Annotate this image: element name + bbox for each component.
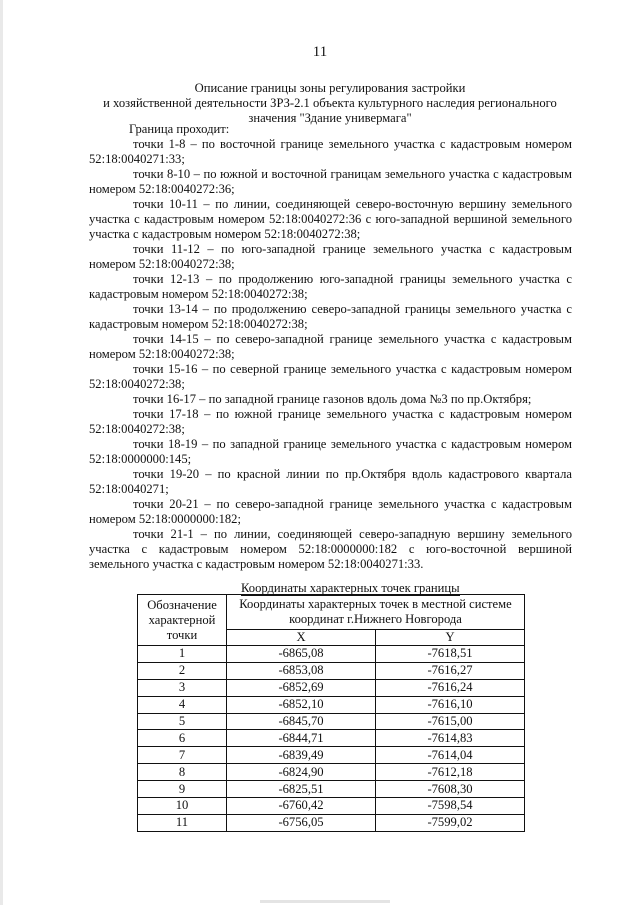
document-title bbox=[80, 81, 580, 126]
x-cell: -6852,69 bbox=[227, 679, 376, 696]
x-cell: -6852,10 bbox=[227, 696, 376, 713]
x-cell: -6824,90 bbox=[227, 764, 376, 781]
paragraph-14-15: точки 14-15 – по северо-западной границе земельного участка с кадастровым номером 52:18:0040272:38; bbox=[89, 332, 572, 361]
point-cell: 6 bbox=[138, 730, 227, 747]
x-cell: -6756,05 bbox=[227, 814, 376, 831]
title-line-1: Описание границы зоны регулирования застройки bbox=[194, 81, 466, 95]
point-cell: 2 bbox=[138, 662, 227, 679]
x-cell: -6760,42 bbox=[227, 798, 376, 815]
paragraph-10-11: точки 10-11 – по линии, соединяющей северо-восточную вершину земельного участка с кадастровым номером 52:18:0040272:36 с юго-западной вершиной земельного участка с кадастровым номером 52:18:0040272:38; bbox=[89, 197, 572, 241]
x-cell: -6853,08 bbox=[227, 662, 376, 679]
paragraph-16-17: точки 16-17 – по западной границе газонов вдоль дома №3 по пр.Октября; bbox=[133, 392, 532, 406]
table-row bbox=[138, 662, 525, 679]
y-cell: -7614,04 bbox=[376, 747, 525, 764]
y-header: Y bbox=[376, 630, 525, 646]
table-row bbox=[138, 814, 525, 831]
point-cell: 5 bbox=[138, 713, 227, 730]
point-cell: 11 bbox=[138, 814, 227, 831]
y-cell: -7612,18 bbox=[376, 764, 525, 781]
table-row bbox=[138, 747, 525, 764]
y-cell: -7616,27 bbox=[376, 662, 525, 679]
table-row bbox=[138, 781, 525, 798]
title-line-3: значения "Здание универмага" bbox=[248, 111, 412, 125]
point-cell: 4 bbox=[138, 696, 227, 713]
point-cell: 1 bbox=[138, 646, 227, 663]
point-cell: 3 bbox=[138, 679, 227, 696]
table-row bbox=[138, 730, 525, 747]
x-cell: -6845,70 bbox=[227, 713, 376, 730]
y-cell: -7614,83 bbox=[376, 730, 525, 747]
y-cell: -7599,02 bbox=[376, 814, 525, 831]
paragraph-20-21: точки 20-21 – по северо-западной границе земельного участка с кадастровым номером 52:18:0000000:182; bbox=[89, 497, 572, 526]
table-row bbox=[138, 764, 525, 781]
point-cell: 8 bbox=[138, 764, 227, 781]
point-cell: 10 bbox=[138, 798, 227, 815]
scan-smudge bbox=[260, 900, 390, 903]
point-cell: 9 bbox=[138, 781, 227, 798]
paragraph-17-18: точки 17-18 – по южной границе земельного участка с кадастровым номером 52:18:0040272:38; bbox=[89, 407, 572, 436]
coordinates-table bbox=[137, 594, 525, 832]
y-cell: -7598,54 bbox=[376, 798, 525, 815]
title-line-2: и хозяйственной деятельности ЗРЗ-2.1 объекта культурного наследия регионального bbox=[103, 96, 557, 110]
paragraph-15-16: точки 15-16 – по северной границе земельного участка с кадастровым номером 52:18:0040272:38; bbox=[89, 362, 572, 391]
table-row bbox=[138, 646, 525, 663]
table-row bbox=[138, 679, 525, 696]
page-number: 11 bbox=[312, 44, 328, 60]
y-cell: -7616,24 bbox=[376, 679, 525, 696]
paragraph-12-13: точки 12-13 – по продолжению юго-западной границы земельного участка с кадастровым номером 52:18:0040272:38; bbox=[89, 272, 572, 301]
x-cell: -6839,49 bbox=[227, 747, 376, 764]
paragraph-1-8: точки 1-8 – по восточной границе земельного участка с кадастровым номером 52:18:0040271:33; bbox=[89, 137, 572, 166]
y-cell: -7618,51 bbox=[376, 646, 525, 663]
x-header: X bbox=[227, 630, 376, 646]
paragraph-21-1: точки 21-1 – по линии, соединяющей северо-западную вершину земельного участка с кадастровым номером 52:18:0000000:182 с юго-восточной вершиной земельного участка с кадастровым номером 52:18:0040271:33. bbox=[89, 527, 572, 571]
table-row bbox=[138, 713, 525, 730]
paragraph-8-10: точки 8-10 – по южной и восточной границам земельного участка с кадастровым номером 52:18:0040272:36; bbox=[89, 167, 572, 196]
paragraph-13-14: точки 13-14 – по продолжению северо-западной границы земельного участка с кадастровым номером 52:18:0040272:38; bbox=[89, 302, 572, 331]
table-row bbox=[138, 798, 525, 815]
boundary-description bbox=[89, 122, 572, 572]
x-cell: -6825,51 bbox=[227, 781, 376, 798]
y-cell: -7615,00 bbox=[376, 713, 525, 730]
paragraph-19-20: точки 19-20 – по красной линии по пр.Октября вдоль кадастрового квартала 52:18:0040271; bbox=[89, 467, 572, 496]
coords-header: Координаты характерных точек в местной системе координат г.Нижнего Новгорода bbox=[227, 595, 525, 630]
y-cell: -7616,10 bbox=[376, 696, 525, 713]
table-caption: Координаты характерных точек границы bbox=[241, 581, 460, 595]
point-mark-header: Обозначение характерной точки bbox=[138, 595, 227, 646]
x-cell: -6865,08 bbox=[227, 646, 376, 663]
y-cell: -7608,30 bbox=[376, 781, 525, 798]
paragraph-18-19: точки 18-19 – по западной границе земельного участка с кадастровым номером 52:18:0000000:145; bbox=[89, 437, 572, 466]
paragraph-11-12: точки 11-12 – по юго-западной границе земельного участка с кадастровым номером 52:18:0040272:38; bbox=[89, 242, 572, 271]
table-row bbox=[138, 696, 525, 713]
intro-text: Граница проходит: bbox=[129, 122, 230, 136]
scan-edge bbox=[0, 0, 3, 905]
x-cell: -6844,71 bbox=[227, 730, 376, 747]
point-cell: 7 bbox=[138, 747, 227, 764]
